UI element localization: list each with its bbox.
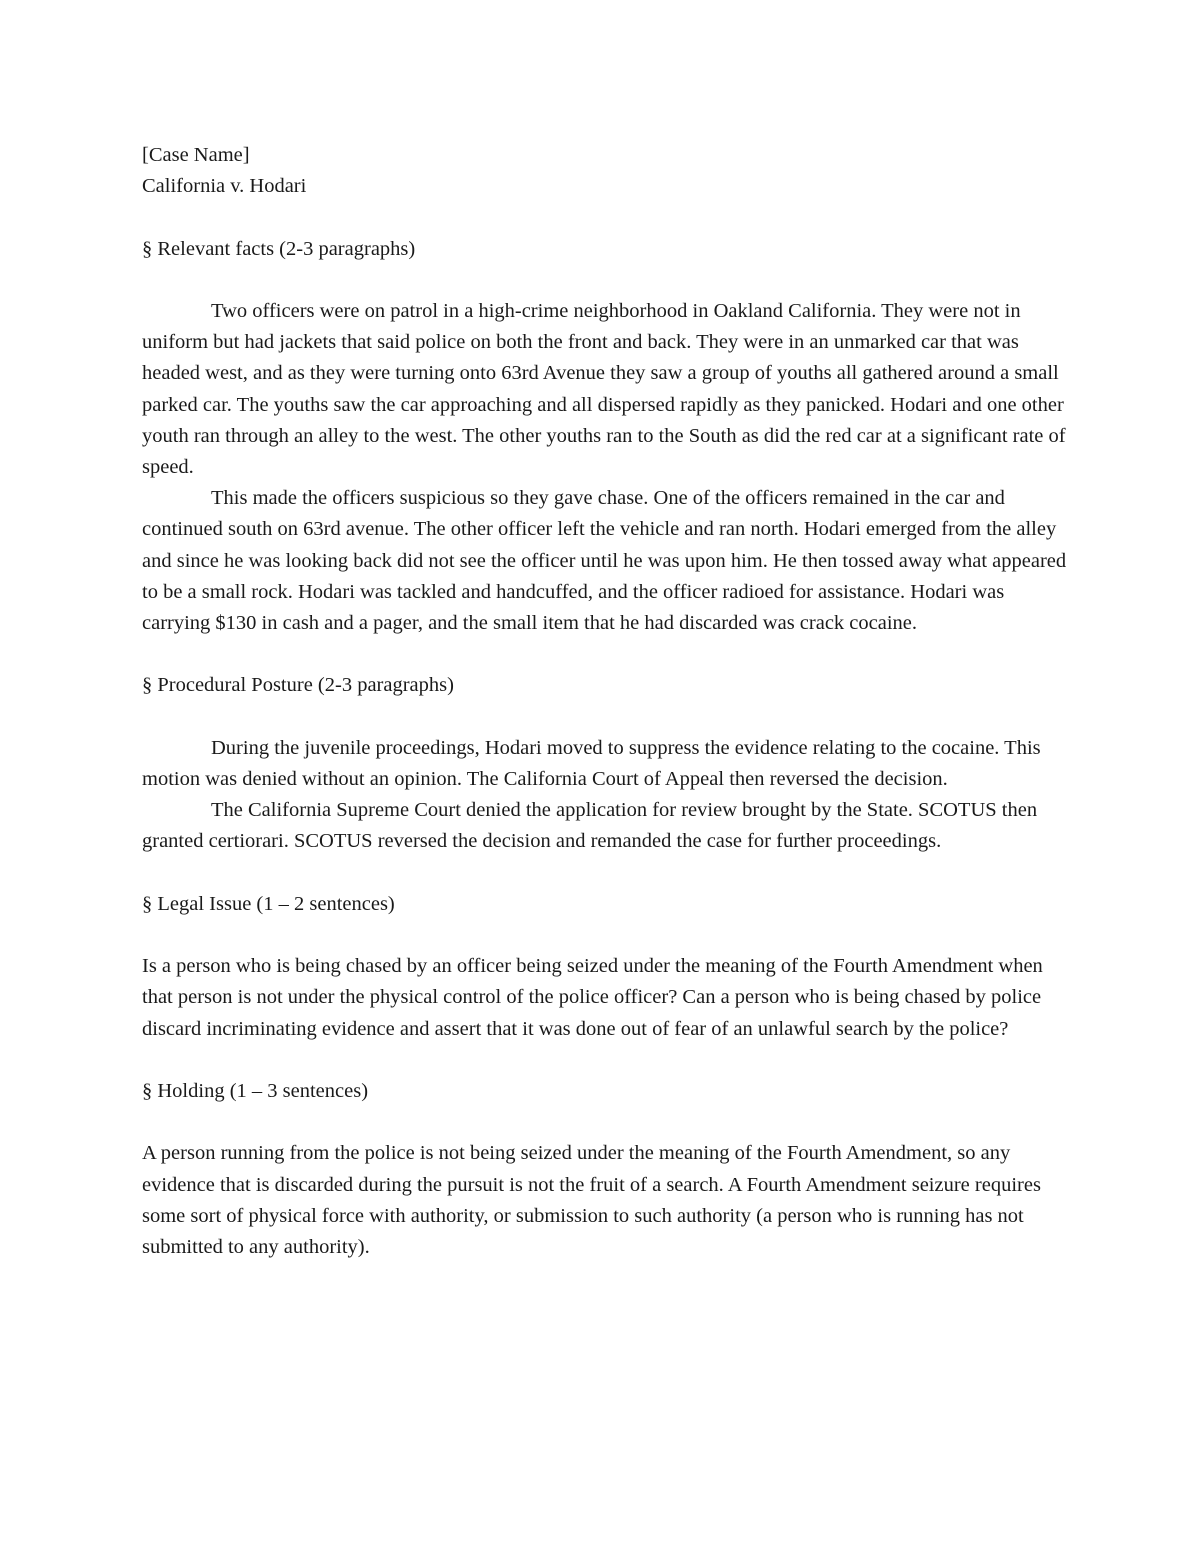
issue-paragraph: Is a person who is being chased by an officer being seized under the meaning of the Fourth Amendment when that person is not under the physical control of the police officer? Can a person who is being chased by police discard incriminating evidence and assert that it was done out of fear of an unlawful search by the police? [142,955,1043,1040]
posture-heading: § Procedural Posture (2-3 paragraphs) [142,674,454,697]
posture-paragraph-1: During the juvenile proceedings, Hodari moved to suppress the evidence relating to the cocaine. This motion was denied without an opinion. The California Court of Appeal then reversed the decision. [142,736,1041,790]
case-name: California v. Hodari [142,175,307,198]
facts-heading: § Relevant facts (2-3 paragraphs) [142,237,416,260]
facts-paragraph-1: Two officers were on patrol in a high-crime neighborhood in Oakland California. They were not in uniform but had jackets that said police on both the front and back. They were in an unmarked car that was headed west, and as they were turning onto 63rd Avenue they saw a group of youths all gathered around a small parked car. The youths saw the car approaching and all dispersed rapidly as they panicked. Hodari and one other youth ran through an alley to the west. The other youths ran to the South as did the red car at a significant rate of speed. [142,299,1066,478]
issue-heading: § Legal Issue (1 – 2 sentences) [142,892,395,915]
facts-paragraph-2: This made the officers suspicious so they gave chase. One of the officers remained in the car and continued south on 63rd avenue. The other officer left the vehicle and ran north. Hodari emerged from the alley and since he was looking back did not see the officer until he was upon him. He then tossed away what appeared to be a small rock. Hodari was tackled and handcuffed, and the officer radioed for assistance. Hodari was carrying $130 in cash and a pager, and the small item that he had discarded was crack cocaine. [142,487,1067,635]
holding-heading: § Holding (1 – 3 sentences) [142,1079,369,1102]
holding-paragraph: A person running from the police is not being seized under the meaning of the Fourth Amendment, so any evidence that is discarded during the pursuit is not the fruit of a search. A Fourth Amendment seizure requires some sort of physical force with authority, or submission to such authority (a person who is running has not submitted to any authority). [142,1142,1041,1258]
posture-paragraph-2: The California Supreme Court denied the application for review brought by the State. SCOTUS then granted certiorari. SCOTUS reversed the decision and remanded the case for further proceedings. [142,799,1038,853]
document-body [142,140,1072,1263]
case-name-label: [Case Name] [142,144,250,166]
